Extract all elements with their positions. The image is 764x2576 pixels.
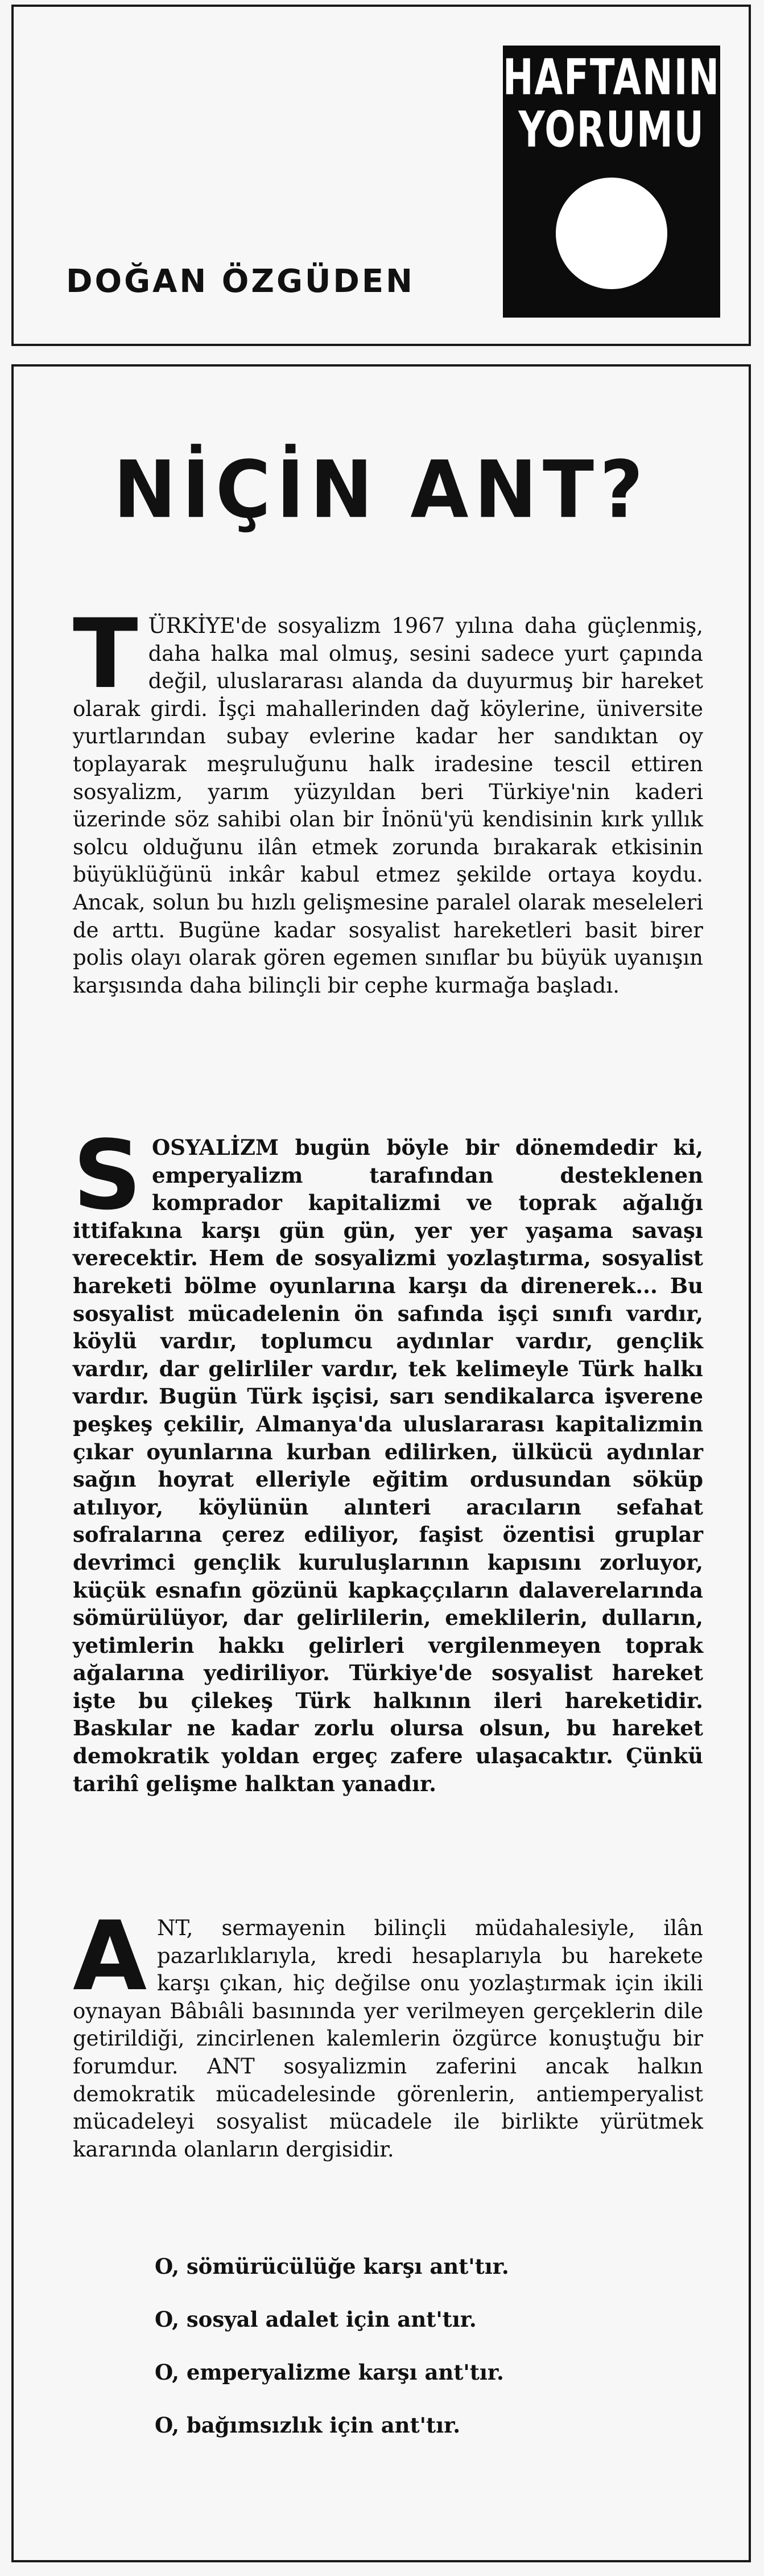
article-headline: NİÇİN ANT? [113,444,649,536]
badge-circle-icon [556,178,667,289]
slogan-line: O, bağımsızlık için ant'tır. [155,2413,461,2438]
drop-cap: T [73,598,138,710]
paragraph-text: NT, sermayenin bilinçli müdahalesiyle, ilân pazarlıklarıyla, kredi hesaplarıyla bu harekete karşı çıkan, hiç değilse onu yozlaştırmak için ikili oynayan Bâbıâli basınında yer verilmeyen gerçeklerin dile getirildiği, zincirlenen kalemlerin özgürce konuştuğu bir forumdur. ANT sosyalizmin zaferini ancak halkın demokratik mücadelesinde görenlerin, antiemperyalist mücadeleyi sosyalist mücadele ile birlikte yürütmek kararında olanların dergisidir. [73,1916,703,2162]
slogan-line: O, sömürücülüğe karşı ant'tır. [155,2254,509,2279]
drop-cap: A [73,1900,147,2012]
slogan-list [155,2256,667,2468]
slogan-line: O, sosyal adalet için ant'tır. [155,2307,477,2332]
column-badge [503,46,720,318]
column-header [11,5,751,346]
badge-title-line-2: YORUMU [518,102,705,159]
author-name: DOĞAN ÖZGÜDEN [66,263,415,300]
badge-title-line-1: HAFTANIN [503,50,720,106]
paragraph-text: ÜRKİYE'de sosyalizm 1967 yılına daha güçlenmiş, daha halka mal olmuş, sesini sadece yurt çapında değil, uluslararası alanda da duyurmuş bir hareket olarak girdi. İşçi mahallerinden dağ köylerine, üniversite yurtlarından subay evlerine kadar her sandıktan oy toplayarak meşruluğunu halk iradesine tescil ettiren sosyalizm, yarım yüzyıldan beri Türkiye'nin kaderi üzerinde söz sahibi olan bir İnönü'yü kendisinin kırk yıllık solcu olduğunu ilân etmek zorunda bırakarak etkisinin büyüklüğünü inkâr kabul etmez şekilde ortaya koydu. Ancak, solun bu hızlı gelişmesine paralel olarak meseleleri de arttı. Bugüne kadar sosyalist hareketleri basit birer polis olayı olarak gören egemen sınıflar bu büyük uyanışın karşısında daha bilinçli bir cephe kurmağa başladı. [73,614,703,998]
article-box [11,364,751,2562]
article-paragraph-3 [73,1900,703,2163]
article-paragraph-2 [73,1120,703,1797]
drop-cap: S [73,1120,142,1231]
article-paragraph-1 [73,598,703,999]
paragraph-text: OSYALİZM bugün böyle bir dönemdedir ki, emperyalizm tarafından desteklenen komprador kapitalizmi ve toprak ağalığı ittifakına karşı gün gün, yer yer yaşama savaşı verecektir. Hem de sosyalizmi yozlaştırma, sosyalist hareketi bölme oyunlarına karşı da direnerek... Bu sosyalist mücadelenin ön safında işçi sınıfı vardır, köylü vardır, toplumcu aydınlar vardır, gençlik vardır, dar gelirliler vardır, tek kelimeyle Türk halkı vardır. Bugün Türk işçisi, sarı sendikalarca işverene peşkeş çekilir, Almanya'da uluslararası kapitalizmin çıkar oyunlarına kurban edilirken, ülkücü aydınlar sağın hoyrat elleriyle eğitim ordusundan söküp atılıyor, köylünün alınteri aracıların sefahat sofralarına çerez ediliyor, faşist özentisi gruplar devrimci gençlik kuruluşlarının kapısını zorluyor, küçük esnafın gözünü kapkaççıların dalaverelarında sömürülüyor, dar gelirlilerin, emeklilerin, dulların, yetimlerin hakkı gelirleri vergilenmeyen toprak ağalarına yediriliyor. Türkiye'de sosyalist hareket işte bu çilekeş Türk halkının ileri hareketidir. Baskılar ne kadar zorlu olursa olsun, bu hareket demokratik yoldan ergeç zafere ulaşacaktır. Çünkü tarihî gelişme halktan yanadır. [73,1135,703,1796]
slogan-line: O, emperyalizme karşı ant'tır. [155,2360,504,2385]
